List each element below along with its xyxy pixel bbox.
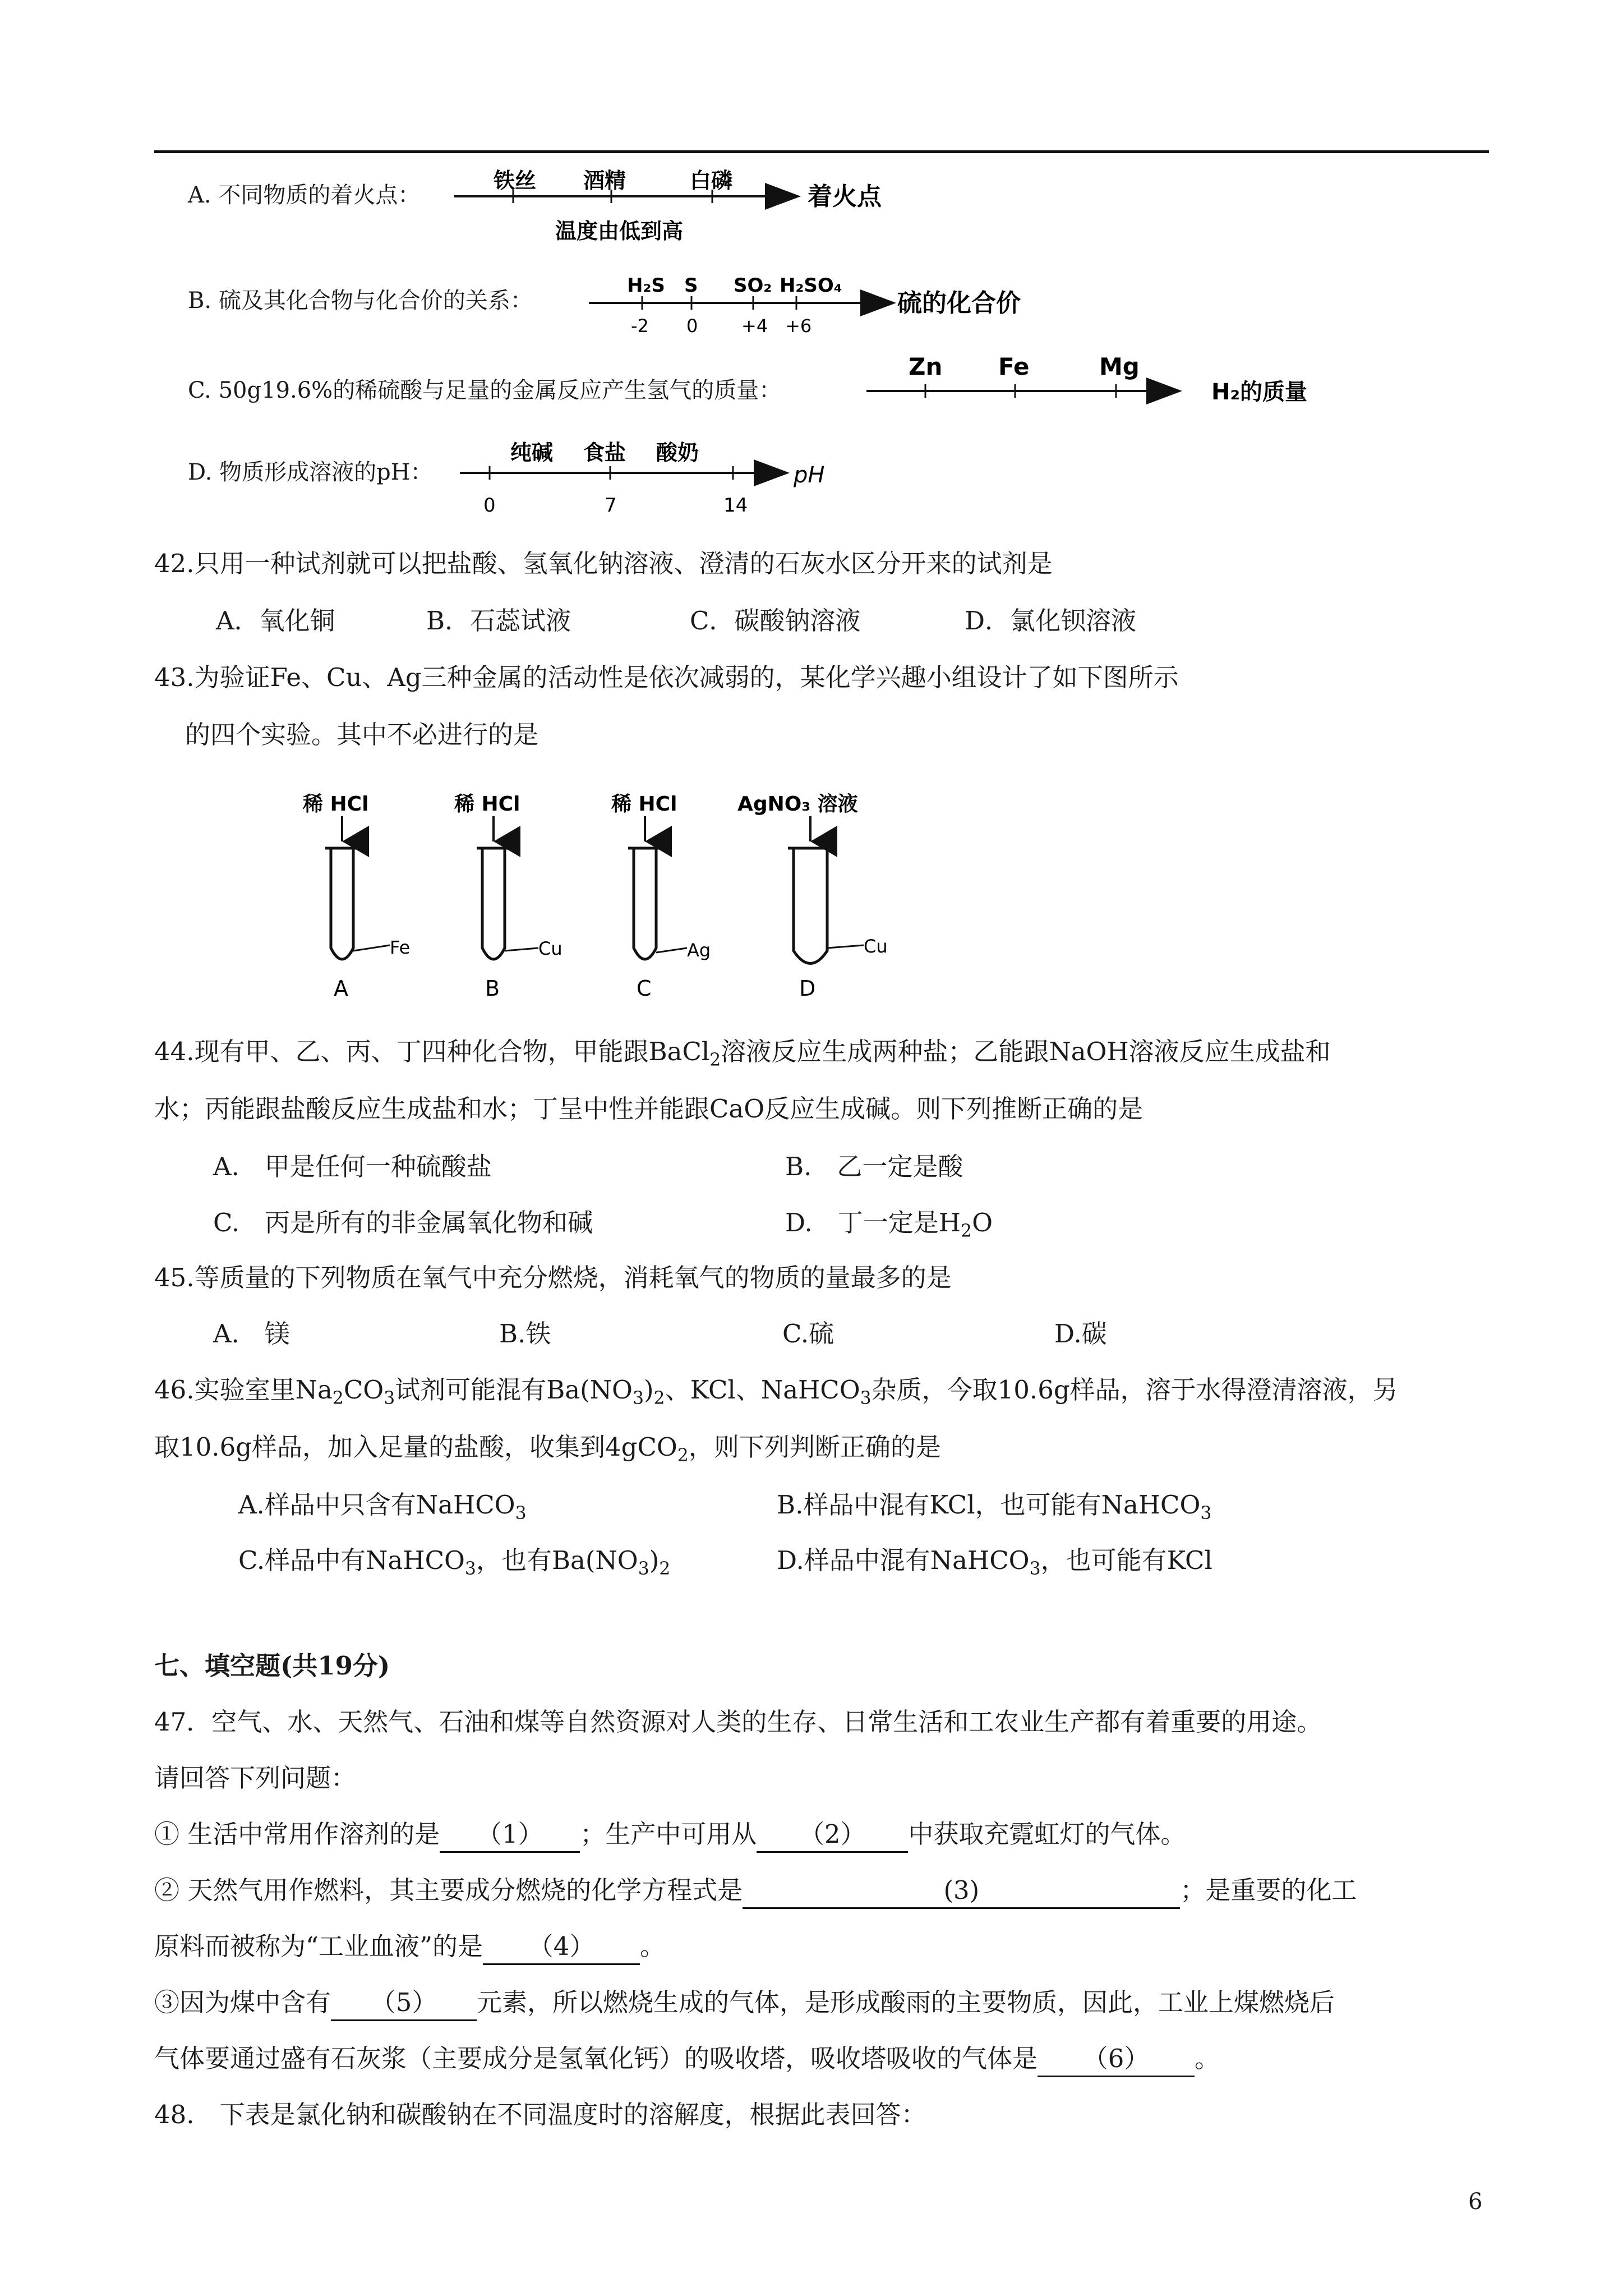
blank-3[interactable]: (3) [743,1874,1180,1909]
q44-option-a: A. 甲是任何一种硫酸盐 [213,1152,492,1181]
tube-b-metal: Cu [538,938,562,959]
diagram-b-tick-label: -2 [631,315,649,337]
diagram-d-axis-label: pH [794,462,825,488]
tube-b [454,793,562,1001]
q43-line1: 43.为验证Fe、Cu、Ag三种金属的活动性是依次减弱的，某化学兴趣小组设计了如下图所示 [154,662,1179,692]
blank-2[interactable]: （2） [757,1818,908,1853]
diagram-a-item: 铁丝 [494,168,537,193]
q48-stem: 48. 下表是氯化钠和碳酸钠在不同温度时的溶解度，根据此表回答： [154,2100,926,2129]
diagram-b-item: S [684,274,698,297]
q45-stem: 45.等质量的下列物质在氧气中充分燃烧，消耗氧气的物质的量最多的是 [154,1263,952,1292]
q47-line7: 气体要通过盛有石灰浆（主要成分是氢氧化钙）的吸收塔，吸收塔吸收的气体是 （6） 。 [154,2042,1220,2077]
diagram-c-item: Fe [998,353,1030,380]
tube-a-reagent: 稀 HCl [303,793,369,816]
q42-option-b: B．石蕊试液 [426,606,571,636]
diagram-a-item: 酒精 [583,168,626,193]
q45-option-c: C.硫 [782,1319,834,1349]
diagram-c-label: C. 50g19.6%的稀硫酸与足量的金属反应产生氢气的质量： [188,378,782,403]
diagram-a-item: 白磷 [690,168,733,193]
diagram-a-axis-label: 着火点 [808,182,882,211]
diagram-c-axis-label: H₂的质量 [1211,379,1307,405]
q42-option-d: D．氯化钡溶液 [965,606,1137,636]
q46-option-c: C.样品中有NaHCO$_3$，也有$Ba(NO_3)_2$ [238,1545,671,1579]
diagram-b-tick-label: +6 [785,315,812,337]
q43-line2: 的四个实验。其中不必进行的是 [185,720,539,749]
diagram-d-tick-label: 7 [605,494,617,517]
q46-line1: 46.实验室里$Na_2CO_3$试剂可能混有$Ba(NO_3)_2$、KCl、NaHCO$_3$杂质，今取10.6g样品，溶于水得澄清溶液，另 [154,1375,1398,1409]
diagram-a-label: A. 不同物质的着火点： [188,182,421,208]
tube-a-metal: Fe [390,937,411,958]
q47-line2: 请回答下列问题： [154,1763,357,1793]
diagram-a-note: 温度由低到高 [555,219,684,243]
q42-stem: 42.只用一种试剂就可以把盐酸、氢氧化钠溶液、澄清的石灰水区分开来的试剂是 [154,549,1053,578]
diagram-d-item: 纯碱 [510,440,554,465]
diagram-b-label: B. 硫及其化合物与化合价的关系： [188,288,533,314]
q46-option-a: A.样品中只含有NaHCO$_3$ [238,1490,527,1524]
q47-line5: 原料而被称为“工业血液”的是 （4） 。 [154,1930,665,1965]
tube-c-letter: C [637,976,652,1001]
tube-b-reagent: 稀 HCl [454,793,520,816]
q45-option-b: B.铁 [499,1319,551,1349]
q47-line1: 47．空气、水、天然气、石油和煤等自然资源对人类的生存、日常生活和工农业生产都有着重要的用途。 [154,1707,1322,1737]
q44-line2: 水；丙能跟盐酸反应生成盐和水；丁呈中性并能跟CaO反应生成碱。则下列推断正确的是 [154,1094,1144,1124]
q45-option-a: A. 镁 [213,1319,290,1349]
tube-c-reagent: 稀 HCl [611,793,677,816]
q44-option-d: D. 丁一定是$H_2O$ [785,1208,993,1241]
diagram-d-tick-label: 0 [483,494,496,517]
tube-a [302,793,410,1001]
test-tubes-figure [269,785,998,1010]
diagram-b-axis-label: 硫的化合价 [897,289,1021,318]
q46-option-d: D.样品中混有NaHCO$_3$，也可能有KCl [777,1545,1212,1579]
diagram-b-tick-label: 0 [686,315,698,337]
q46-line2: 取10.6g样品，加入足量的盐酸，收集到4gCO$_2$，则下列判断正确的是 [154,1432,941,1466]
q44-option-b: B. 乙一定是酸 [785,1152,963,1181]
diagram-b-tick-label: +4 [741,315,768,337]
q42-option-a: A．氧化铜 [216,606,335,636]
page-number: 6 [1468,2189,1483,2215]
diagram-d-item: 食盐 [583,440,626,465]
tube-a-letter: A [334,976,348,1001]
q47-line3: ① 生活中常用作溶剂的是 （1） ；生产中可用从 （2） 中获取充霓虹灯的气体。 [154,1818,1186,1853]
blank-5[interactable]: （5） [331,1986,477,2021]
q47-line6: ③因为煤中含有 （5） 元素，所以燃烧生成的气体，是形成酸雨的主要物质，因此，工业上煤燃烧后 [154,1986,1335,2021]
diagram-c-item: Zn [909,353,943,380]
diagram-d-tick-label: 14 [723,494,748,517]
q42-option-c: C．碳酸钠溶液 [690,606,861,636]
q46-option-b: B.样品中混有KCl，也可能有NaHCO$_3$ [777,1490,1212,1524]
section-title: 七、填空题(共19分) [154,1651,390,1681]
blank-1[interactable]: （1） [440,1818,580,1853]
diagram-c-item: Mg [1099,353,1140,380]
tube-d-metal: Cu [864,936,888,957]
diagram-d-item: 酸奶 [656,440,699,465]
q44-line1: 44.现有甲、乙、丙、丁四种化合物，甲能跟BaCl$_2$溶液反应生成两种盐；乙能跟NaOH溶液反应生成盐和 [154,1037,1331,1070]
q44-option-c: C. 丙是所有的非金属氧化物和碱 [213,1208,593,1237]
tube-d [737,793,888,1001]
tube-b-letter: B [485,976,500,1001]
tube-c [611,793,711,1001]
diagram-d-label: D. 物质形成溶液的pH： [188,459,433,485]
diagram-b-item: H₂SO₄ [780,274,842,297]
diagram-b-item: SO₂ [734,274,772,297]
blank-6[interactable]: （6） [1038,2042,1195,2077]
q47-line4: ② 天然气用作燃料，其主要成分燃烧的化学方程式是 (3) ；是重要的化工 [154,1874,1357,1909]
diagram-b-item: H₂S [627,274,665,297]
q45-option-d: D.碳 [1054,1319,1107,1349]
tube-c-metal: Ag [687,940,711,961]
blank-4[interactable]: （4） [483,1930,640,1965]
tube-d-letter: D [799,976,816,1001]
tube-d-reagent: AgNO₃ 溶液 [737,793,858,816]
